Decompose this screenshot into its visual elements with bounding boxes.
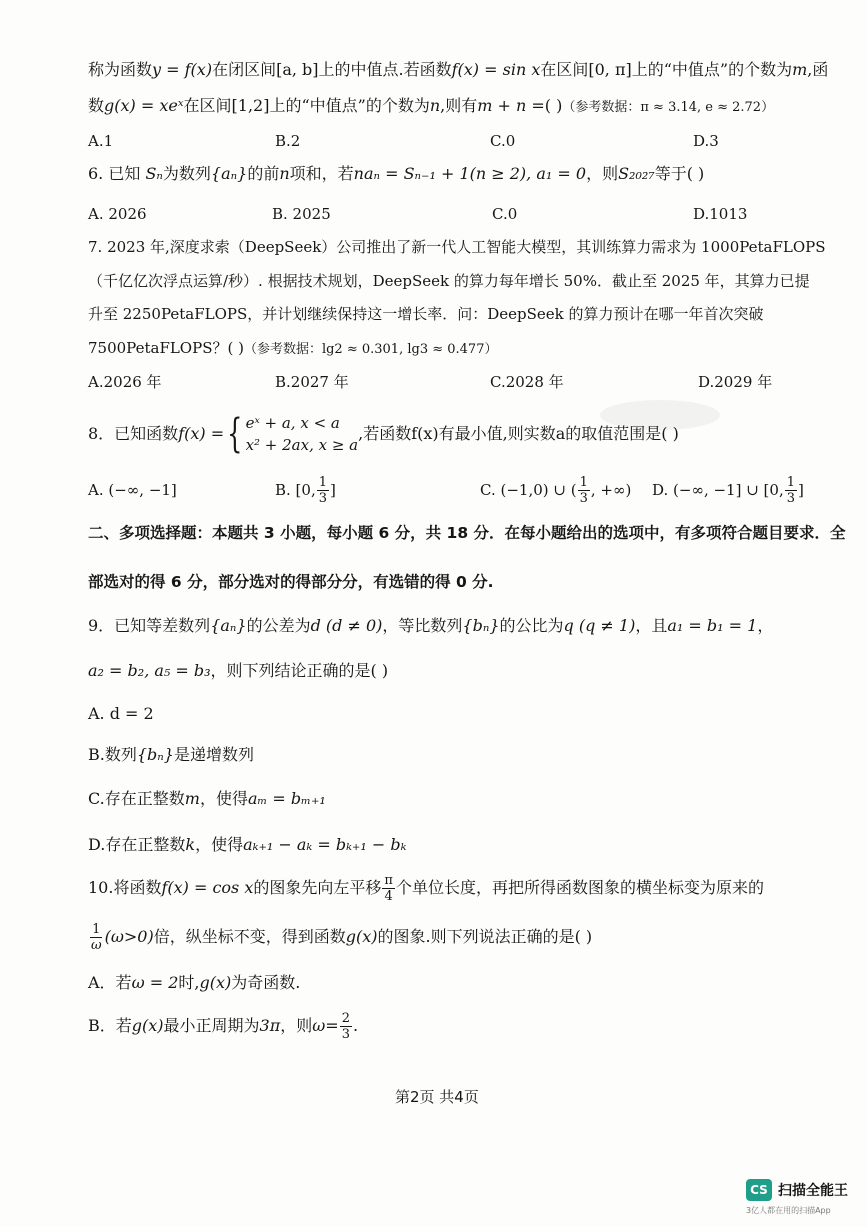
- q7-option-b: B.2027 年: [275, 373, 349, 391]
- q7-option-c: C.2028 年: [490, 373, 564, 391]
- q9-option-d: D.存在正整数k，使得aₖ₊₁ − aₖ = bₖ₊₁ − bₖ: [88, 835, 407, 854]
- q6-option-c: C.0: [492, 205, 518, 223]
- section2-heading-line1: 二、多项选择题：本题共 3 小题，每小题 6 分，共 18 分．在每小题给出的选项中，有多项符合题目要求．全: [88, 524, 846, 542]
- q8-option-b: B. [0, $\frac{1}{3}$ ]: [275, 474, 336, 506]
- q5-option-d: D.3: [693, 132, 719, 150]
- q8-option-d: D. (−∞, −1] ∪ [0, $\frac{1}{3}$ ]: [652, 474, 804, 506]
- q9-option-c: C.存在正整数m，使得aₘ = bₘ₊₁: [88, 789, 326, 808]
- q9-line2: a₂ = b₂, a₅ = b₃，则下列结论正确的是( ): [88, 661, 389, 680]
- q8-option-c: C. (−1,0) ∪ ( $\frac{1}{3}$ , +∞): [480, 474, 632, 506]
- camscanner-name: 扫描全能王: [778, 1183, 848, 1199]
- q8-brace: {: [227, 411, 243, 457]
- q8-piecewise: eˣ + a, x < a x² + 2ax, x ≥ a: [245, 414, 359, 454]
- q7-line2: （千亿亿次浮点运算/秒）. 根据技术规划，DeepSeek 的算力每年增长 50%．截止至 2025 年，其算力已提: [88, 272, 810, 290]
- camscanner-tagline: 3亿人都在用的扫描App: [746, 1206, 831, 1215]
- q7-line1: 7. 2023 年,深度求索（DeepSeek）公司推出了新一代人工智能大模型，其训练算力需求为 1000PetaFLOPS: [88, 238, 826, 256]
- q9-option-b: B.数列{bₙ}是递增数列: [88, 745, 254, 764]
- q6-option-d: D.1013: [693, 205, 748, 223]
- q10-option-a: A．若ω = 2时,g(x)为奇函数.: [88, 973, 301, 992]
- camscanner-logo: CS: [746, 1179, 772, 1201]
- q8-option-a: A. (−∞, −1]: [88, 481, 177, 499]
- q7-line3: 升至 2250PetaFLOPS，并计划继续保持这一增长率．问：DeepSeek 的算力预计在哪一年首次突破: [88, 305, 764, 323]
- q6-option-b: B. 2025: [272, 205, 331, 223]
- q10-line2: $\frac{1}{\omega}$ (ω>0) 倍，纵坐标不变，得到函数 g(x) 的图象.则下列说法正确的是( ): [91, 921, 593, 953]
- q10-line1: 10.将函数 f(x) = cos x 的图象先向左平移 $\frac{\pi}{4}$ 个单位长度，再把所得函数图象的横坐标变为原来的: [88, 872, 764, 904]
- q5-line2: 数g(x) = xeˣ在区间[1,2]上的“中值点”的个数为n,则有m + n =( )（参考数据：π ≈ 3.14, e ≈ 2.72）: [88, 96, 775, 115]
- q6-stem: 6. 已知 Sₙ为数列{aₙ}的前n项和，若naₙ = Sₙ₋₁ + 1(n ≥ 2), a₁ = 0，则S₂₀₂₇等于( ): [88, 164, 705, 183]
- section2-heading-line2: 部选对的得 6 分，部分选对的得部分分，有选错的得 0 分.: [88, 573, 494, 591]
- q8-stem: 8．已知函数 f(x) = { eˣ + a, x < a x² + 2ax, x ≥ a ,若函数f(x)有最小值,则实数a的取值范围是( ): [88, 411, 679, 457]
- q6-option-a: A. 2026: [88, 205, 147, 223]
- q9-line1: 9．已知等差数列{aₙ}的公差为d (d ≠ 0)，等比数列{bₙ}的公比为q (q ≠ 1)，且a₁ = b₁ = 1，: [88, 616, 774, 635]
- q7-line4: 7500PetaFLOPS？( )（参考数据：lg2 ≈ 0.301, lg3 ≈ 0.477）: [88, 339, 498, 357]
- q5-option-a: A.1: [88, 132, 114, 150]
- page-number: 第2页 共4页: [395, 1088, 479, 1106]
- q10-option-b: B．若 g(x) 最小正周期为 3π ，则 ω= $\frac{2}{3}$ .: [88, 1010, 359, 1042]
- q7-option-d: D.2029 年: [698, 373, 773, 391]
- q9-option-a: A. d = 2: [88, 704, 154, 723]
- q7-option-a: A.2026 年: [88, 373, 162, 391]
- q5-line1: 称为函数y = f(x)在闭区间[a, b]上的中值点.若函数f(x) = sin x在区间[0, π]上的“中值点”的个数为m,函: [88, 60, 829, 79]
- q5-option-b: B.2: [275, 132, 301, 150]
- q5-option-c: C.0: [490, 132, 516, 150]
